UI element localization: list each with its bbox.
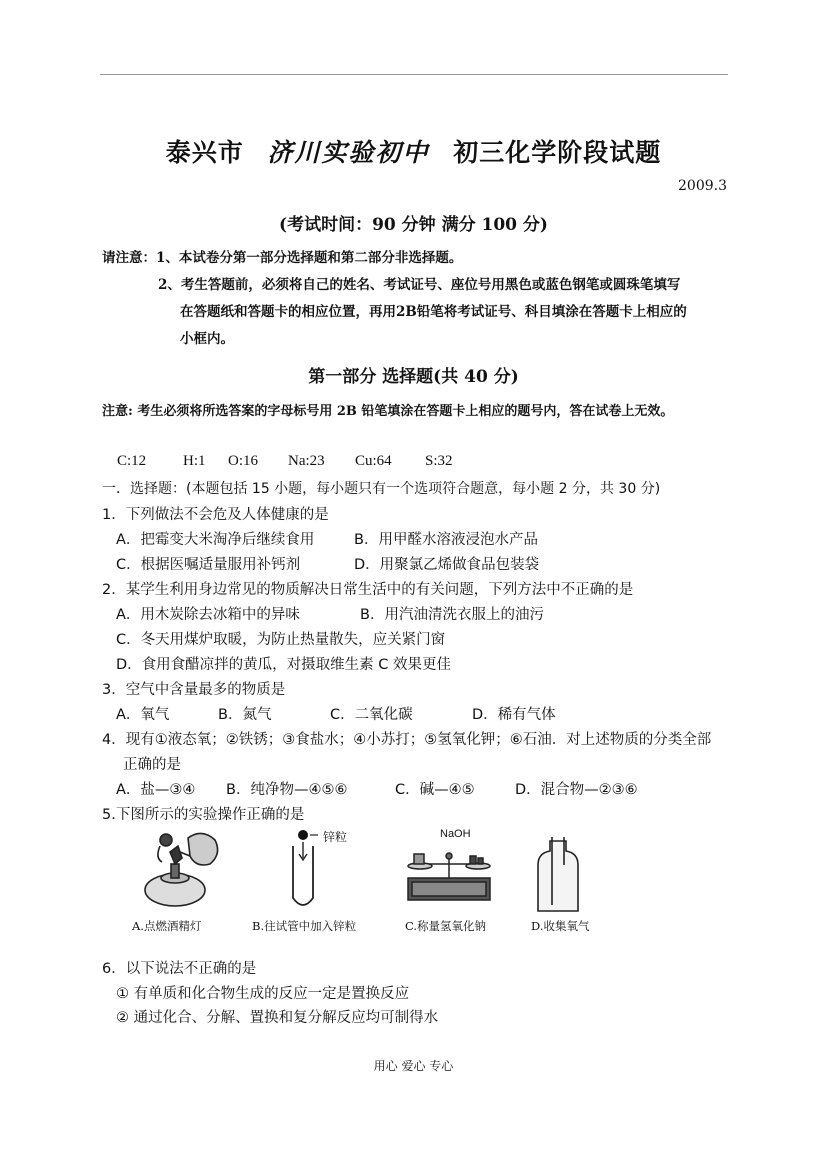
page-footer: 用心 爱心 专心 — [373, 1059, 454, 1073]
exam-title — [0, 133, 827, 169]
alcohol-lamp-figure — [130, 828, 230, 913]
q3-option-d: D．稀有气体 — [472, 707, 556, 723]
q4-option-a: A．盐—③④ — [116, 782, 196, 798]
q6-stem: 6．以下说法不正确的是 — [102, 961, 257, 977]
figure-d-caption: D.收集氧气 — [531, 919, 590, 933]
q2-option-c: C．冬天用煤炉取暖，为防止热量散失，应关紧门窗 — [116, 632, 446, 648]
section-title: 第一部分 选择题(共 40 分) — [308, 367, 519, 387]
q1-option-d: D．用聚氯乙烯做食品包装袋 — [354, 557, 540, 573]
q1-option-b: B．用甲醛水溶液浸泡水产品 — [354, 532, 538, 548]
q2-option-b: B．用汽油清洗衣服上的油污 — [360, 607, 544, 623]
notice-line-3: 在答题纸和答题卡的相应位置，再用2B铅笔将考试证号、科目填涂在答题卡上相应的 — [180, 304, 687, 320]
section-note: 注意: 考生必须将所选答案的字母标号用 2B 铅笔填涂在答题卡上相应的题号内，答在试卷上无效。 — [102, 404, 674, 419]
q5-stem: 5.下图所示的实验操作正确的是 — [102, 807, 305, 823]
title-city: 泰兴市 — [165, 138, 244, 167]
zinc-label: 锌粒 — [323, 830, 348, 844]
q3-option-c: C．二氧化碳 — [330, 707, 413, 723]
q2-stem: 2．某学生利用身边常见的物质解决日常生活中的有关问题，下列方法中不正确的是 — [102, 582, 634, 598]
notice-line-2: 2、考生答题前，必须将自己的姓名、考试证号、座位号用黑色或蓝色钢笔或圆珠笔填写 — [158, 277, 681, 293]
exam-date: 2009.3 — [678, 178, 727, 194]
q2-option-a: A．用木炭除去冰箱中的异味 — [116, 607, 300, 623]
atomic-mass-1: C:12 — [117, 453, 147, 469]
gas-collection-bottle-figure — [528, 835, 588, 915]
q4-stem-cont: 正确的是 — [123, 757, 181, 773]
title-school: 济川实验初中 — [267, 138, 430, 167]
q4-option-c: C．碱—④⑤ — [395, 782, 475, 798]
q3-option-a: A．氧气 — [116, 707, 170, 723]
q4-option-b: B．纯净物—④⑤⑥ — [226, 782, 348, 798]
q1-stem: 1．下列做法不会危及人体健康的是 — [102, 507, 329, 523]
q1-option-c: C．根据医嘱适量服用补钙剂 — [116, 557, 301, 573]
part-one-header: 一．选择题：(本题包括 15 小题，每小题只有一个选项符合题意，每小题 2 分，共 30 分) — [102, 481, 661, 497]
exam-time: (考试时间：90 分钟 满分 100 分) — [279, 215, 548, 235]
q3-option-b: B．氮气 — [218, 707, 272, 723]
figure-c-caption: C.称量氢氧化钠 — [405, 919, 487, 933]
atomic-mass-2: H:1 — [183, 453, 206, 469]
figure-b-caption: B.往试管中加入锌粒 — [252, 919, 357, 933]
atomic-mass-6: S:32 — [425, 453, 453, 469]
atomic-mass-5: Cu:64 — [355, 453, 392, 469]
q6-item-2: ② 通过化合、分解、置换和复分解反应均可制得水 — [116, 1010, 439, 1026]
notice-line-4: 小框内。 — [180, 331, 234, 347]
q4-option-d: D．混合物—②③⑥ — [515, 782, 638, 798]
q6-item-1: ① 有单质和化合物生成的反应一定是置换反应 — [116, 986, 410, 1002]
q2-option-d: D．食用食醋凉拌的黄瓜，对摄取维生素 C 效果更佳 — [116, 657, 452, 673]
q4-stem: 4．现有①液态氧；②铁锈；③食盐水；④小苏打；⑤氢氧化钾；⑥石油．对上述物质的分类全部 — [102, 732, 712, 748]
title-subject: 初三化学阶段试题 — [453, 138, 662, 167]
q3-stem: 3．空气中含量最多的物质是 — [102, 682, 286, 698]
figure-a-caption: A.点燃酒精灯 — [132, 919, 202, 933]
q1-option-a: A．把霉变大米淘净后继续食用 — [116, 532, 315, 548]
balance-figure — [402, 840, 497, 910]
naoh-label: NaOH — [440, 828, 471, 840]
atomic-mass-4: Na:23 — [288, 453, 325, 469]
atomic-mass-3: O:16 — [228, 453, 258, 469]
header-rule — [100, 74, 728, 75]
notice-line-1: 请注意：1、本试卷分第一部分选择题和第二部分非选择题。 — [102, 250, 463, 266]
